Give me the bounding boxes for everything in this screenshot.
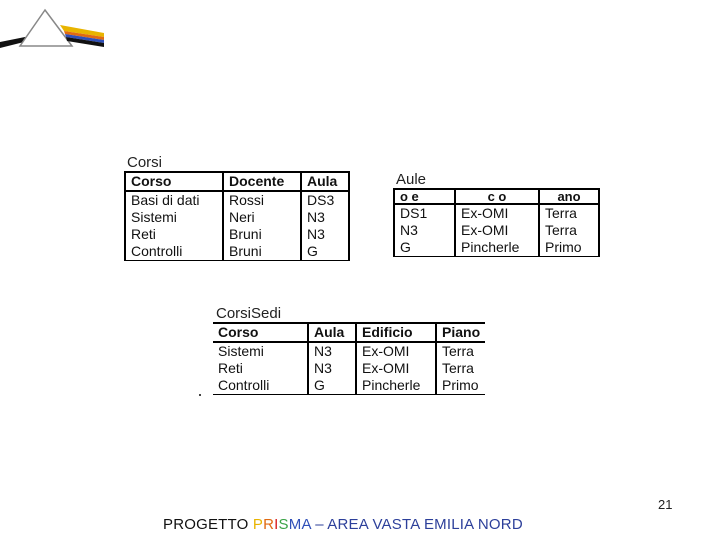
- footer-text: [163, 516, 523, 533]
- column-header: Corso: [125, 172, 223, 191]
- page-number: 21: [658, 497, 673, 512]
- corsi-sedi-table: [213, 306, 485, 395]
- table-cell: G: [301, 243, 349, 261]
- table-cell: Primo: [539, 239, 599, 257]
- stray-dot: [199, 394, 201, 396]
- footer-brand-letter: R: [263, 516, 275, 533]
- footer-suffix: – AREA VASTA EMILIA NORD: [310, 516, 523, 533]
- table-cell: N3: [308, 342, 356, 360]
- corsi-sedi-table-name: CorsiSedi: [216, 305, 282, 322]
- table-cell: Terra: [436, 360, 485, 377]
- table-cell: Controlli: [213, 377, 308, 395]
- table-cell: Rossi: [223, 191, 301, 209]
- table-cell: Bruni: [223, 226, 301, 243]
- table-cell: Reti: [218, 360, 243, 376]
- table-cell: N3: [301, 226, 349, 243]
- table-row: [394, 222, 599, 239]
- footer-brand-letter: P: [252, 516, 264, 533]
- table-cell: G: [394, 239, 455, 257]
- table-cell: Controlli: [125, 243, 223, 261]
- column-header: Docente: [223, 172, 301, 191]
- table-row: [394, 204, 599, 222]
- footer-brand-letter: I: [274, 516, 279, 533]
- column-header: ano: [539, 189, 599, 204]
- table-cell: N3: [301, 209, 349, 226]
- table-cell: Terra: [436, 342, 485, 360]
- column-header: Edificio: [356, 323, 436, 342]
- table-cell: Neri: [223, 209, 301, 226]
- corsi-sedi-table-grid: [213, 322, 485, 395]
- table-cell: Primo: [436, 377, 485, 395]
- column-header: Piano: [436, 323, 485, 342]
- table-cell: G: [308, 377, 356, 395]
- table-cell: DS1: [400, 205, 428, 221]
- column-header: Corso: [213, 323, 308, 342]
- table-cell: Ex-OMI: [455, 204, 539, 222]
- table-cell: Sistemi: [218, 343, 264, 359]
- table-row: [213, 377, 485, 395]
- table-cell: Ex-OMI: [356, 342, 436, 360]
- table-cell: Sistemi: [131, 209, 177, 225]
- footer-prefix: PROGETTO: [163, 516, 253, 533]
- table-cell: Ex-OMI: [356, 360, 436, 377]
- column-header: Aula: [301, 172, 349, 191]
- footer-brand-letter: M: [288, 516, 302, 533]
- prism-logo-icon: [0, 6, 110, 52]
- table-cell: N3: [400, 222, 418, 238]
- table-row: [394, 239, 599, 257]
- table-row: [213, 360, 485, 377]
- table-row: [125, 209, 349, 226]
- table-cell: Pincherle: [356, 377, 436, 395]
- table-header-row: [125, 172, 349, 191]
- aule-table-name: Aule: [396, 171, 427, 188]
- column-header: c o: [455, 189, 539, 204]
- footer-brand-letter: A: [301, 516, 311, 533]
- table-header-row: [213, 323, 485, 342]
- table-cell: Pincherle: [455, 239, 539, 257]
- aule-table: [393, 172, 600, 257]
- table-cell: Ex-OMI: [455, 222, 539, 239]
- table-cell: Bruni: [223, 243, 301, 261]
- table-cell: Terra: [539, 222, 599, 239]
- table-row: [125, 226, 349, 243]
- table-row: [125, 191, 349, 209]
- table-header-row: [394, 189, 599, 204]
- table-cell: N3: [308, 360, 356, 377]
- column-header: Aula: [308, 323, 356, 342]
- table-cell: DS3: [301, 191, 349, 209]
- table-row: [213, 342, 485, 360]
- table-cell: Basi di dati: [131, 192, 200, 208]
- corsi-table-grid: [124, 171, 350, 261]
- corsi-table: [124, 155, 350, 261]
- aule-table-grid: [393, 188, 600, 257]
- column-header: o e: [394, 189, 455, 204]
- corsi-table-name: Corsi: [127, 154, 163, 171]
- footer-brand-letter: S: [278, 516, 289, 533]
- table-cell: Terra: [539, 204, 599, 222]
- table-row: [125, 243, 349, 261]
- table-cell: Reti: [131, 226, 156, 242]
